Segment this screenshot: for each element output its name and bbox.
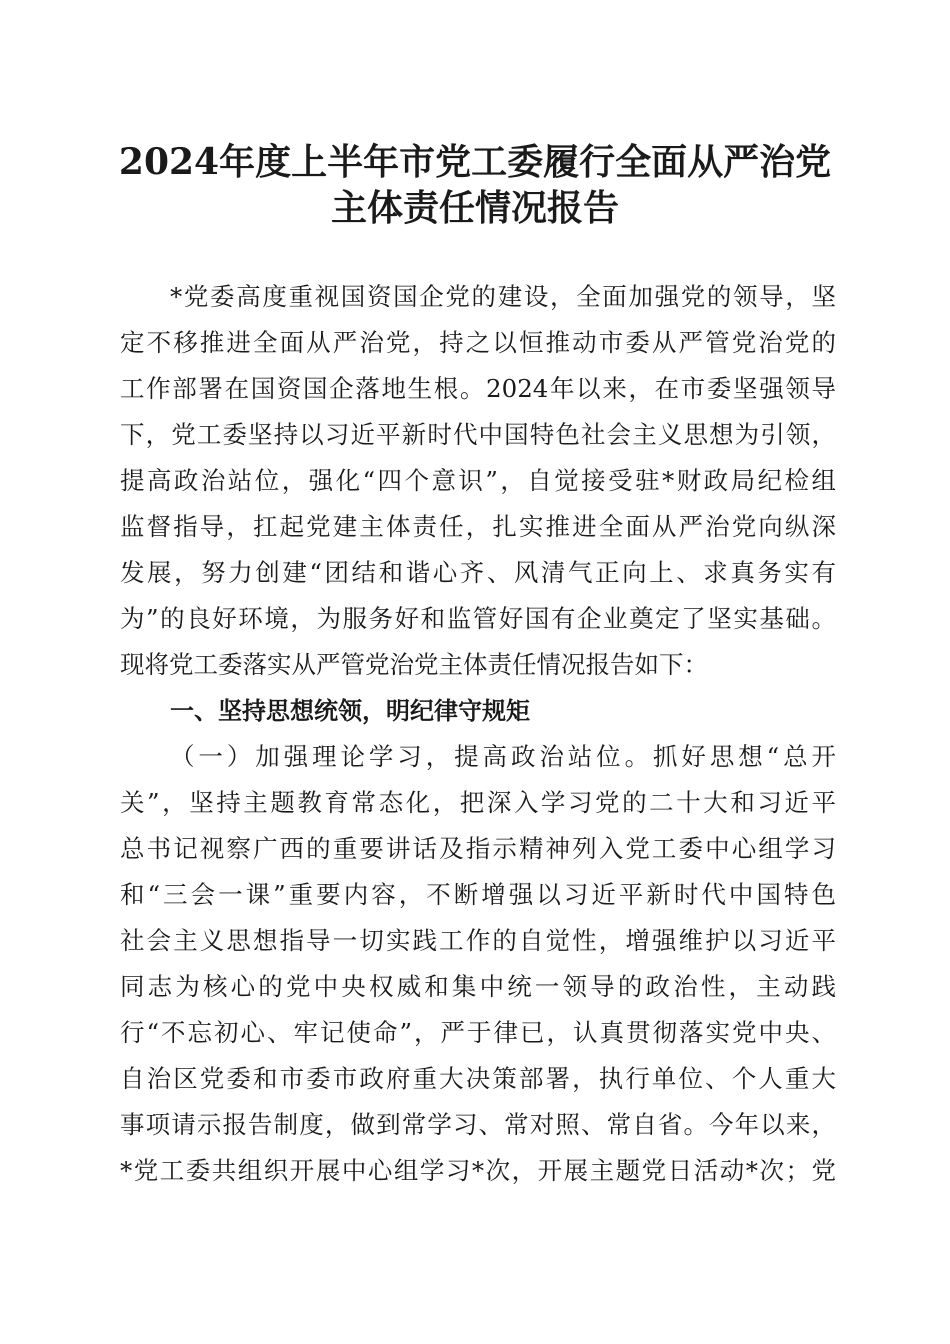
paragraph-line: 社会主义思想指导一切实践工作的自觉性，增强维护以习近平: [120, 926, 836, 955]
paragraph-line: 下，党工委坚持以习近平新时代中国特色社会主义思想为引领，: [120, 420, 836, 449]
paragraph-line: 事项请示报告制度，做到常学习、常对照、常自省。今年以来，: [120, 1110, 836, 1139]
paragraph-line: 和“三会一课”重要内容，不断增强以习近平新时代中国特色: [120, 880, 836, 909]
paragraph-line: （一）加强理论学习，提高政治站位。抓好思想“总开: [170, 742, 836, 771]
paragraph-line: 行“不忘初心、牢记使命”，严于律已，认真贯彻落实党中央、: [120, 1018, 836, 1047]
document-title-line-1: 2024年度上半年市党工委履行全面从严治党: [118, 141, 832, 183]
paragraph-line: 总书记视察广西的重要讲话及指示精神列入党工委中心组学习: [120, 834, 836, 863]
paragraph-line: 提高政治站位，强化“四个意识”，自觉接受驻*财政局纪检组: [120, 466, 836, 495]
paragraph-line: 发展，努力创建“团结和谐心齐、风清气正向上、求真务实有: [120, 558, 836, 587]
paragraph-line: 关”，坚持主题教育常态化，把深入学习党的二十大和习近平: [120, 788, 836, 817]
paragraph-line: *党工委共组织开展中心组学习*次，开展主题党日活动*次；党: [120, 1156, 836, 1185]
section-heading: 一、坚持思想统领，明纪律守规矩: [170, 697, 530, 725]
paragraph-line: 同志为核心的党中央权威和集中统一领导的政治性，主动践: [120, 972, 836, 1001]
paragraph-line: *党委高度重视国资国企党的建设，全面加强党的领导，坚: [170, 282, 836, 311]
paragraph-line: 现将党工委落实从严管党治党主体责任情况报告如下：: [120, 650, 708, 679]
paragraph-line: 自治区党委和市委市政府重大决策部署，执行单位、个人重大: [120, 1064, 836, 1093]
paragraph-line: 定不移推进全面从严治党，持之以恒推动市委从严管党治党的: [120, 328, 836, 357]
paragraph-line: 为”的良好环境，为服务好和监管好国有企业奠定了坚实基础。: [120, 604, 836, 633]
paragraph-line: 工作部署在国资国企落地生根。2024年以来，在市委坚强领导: [120, 374, 836, 403]
document-title-line-2: 主体责任情况报告: [330, 187, 619, 229]
paragraph-line: 监督指导，扛起党建主体责任，扎实推进全面从严治党向纵深: [120, 512, 836, 541]
